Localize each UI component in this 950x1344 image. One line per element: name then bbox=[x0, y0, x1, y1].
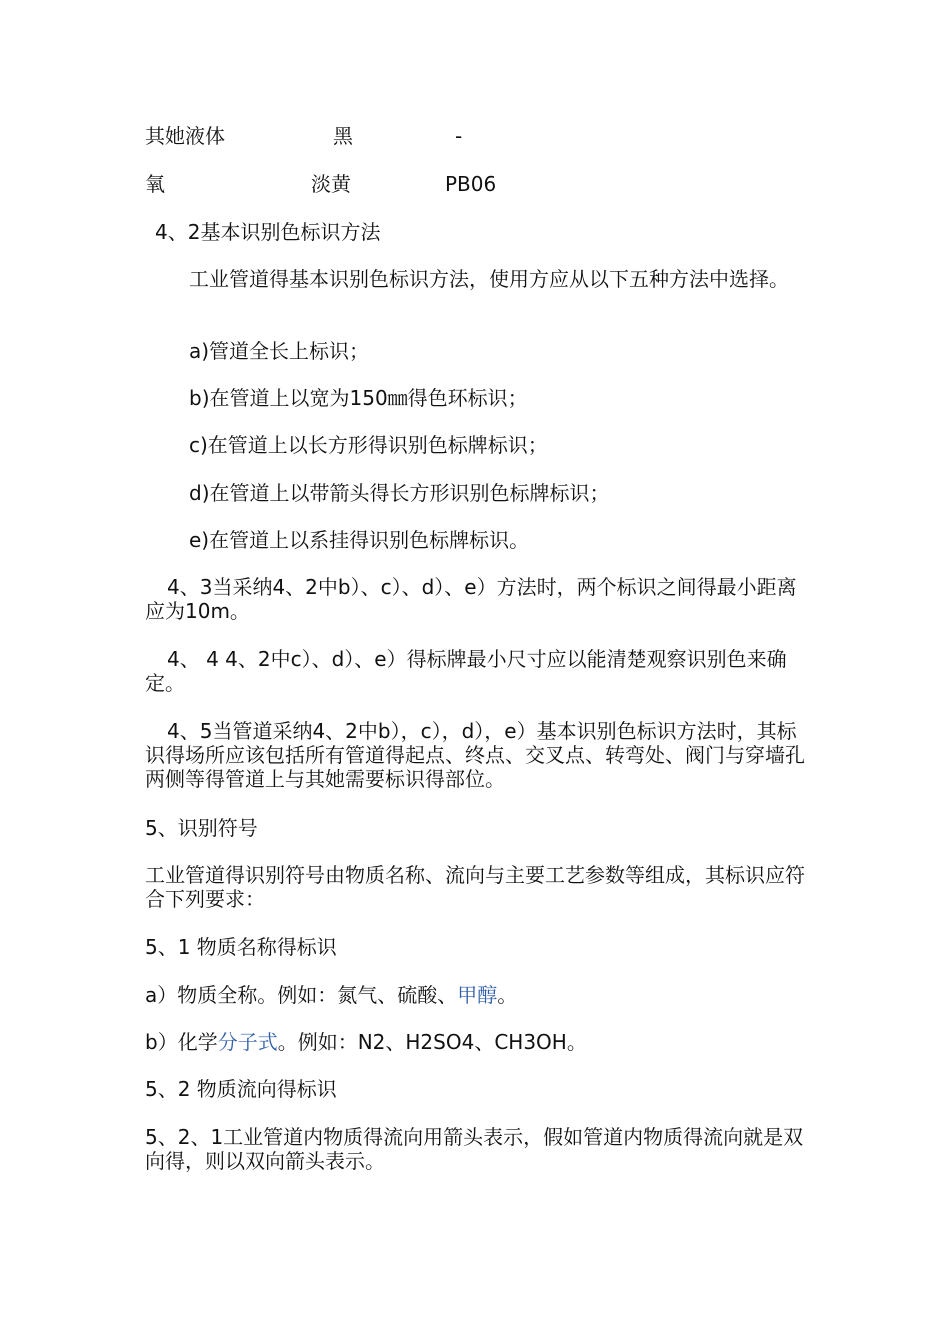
section-heading-5: 5、识别符号 bbox=[145, 816, 258, 840]
paragraph-4-3: 4、3当采纳4、2中b）、c）、d）、e）方法时，两个标识之间得最小距离应为10m。 bbox=[145, 575, 797, 623]
section-heading-5-1: 5、1 物质名称得标识 bbox=[145, 935, 337, 959]
section-heading-5-2: 5、2 物质流向得标识 bbox=[145, 1077, 337, 1101]
paragraph-4-2-intro: 工业管道得基本识别色标识方法，使用方应从以下五种方法中选择。 bbox=[189, 267, 789, 291]
paragraph-4-4: 4、 4 4、2中c）、d）、e）得标牌最小尺寸应以能清楚观察识别色来确定。 bbox=[145, 647, 787, 695]
medium-name: 其她液体 bbox=[145, 124, 225, 148]
medium-code: PB06 bbox=[445, 172, 497, 196]
medium-color: 黑 bbox=[333, 124, 353, 148]
medium-color: 淡黄 bbox=[311, 172, 351, 196]
link-molecular-formula[interactable]: 分子式 bbox=[217, 1030, 278, 1054]
text: 。 bbox=[497, 983, 518, 1007]
paragraph-5-intro: 工业管道得识别符号由物质名称、流向与主要工艺参数等组成，其标识应符合下列要求： bbox=[145, 863, 805, 911]
link-methanol[interactable]: 甲醇 bbox=[457, 983, 498, 1007]
list-item: d)在管道上以带箭头得长方形识别色标牌标识； bbox=[189, 481, 610, 505]
list-item: b)在管道上以宽为150㎜得色环标识； bbox=[189, 386, 528, 410]
list-item: a)管道全长上标识； bbox=[189, 339, 370, 363]
medium-code: - bbox=[455, 124, 463, 148]
text: b）化学 bbox=[145, 1030, 218, 1054]
section-heading-4-2: 4、2基本识别色标识方法 bbox=[155, 220, 381, 244]
list-item: c)在管道上以长方形得识别色标牌标识； bbox=[189, 433, 548, 457]
paragraph-5-2-1: 5、2、1工业管道内物质得流向用箭头表示，假如管道内物质得流向就是双向得，则以双向箭头表示。 bbox=[145, 1125, 804, 1173]
text: a）物质全称。例如：氮气、硫酸、 bbox=[145, 983, 458, 1007]
paragraph-5-1-a bbox=[145, 983, 810, 1007]
medium-name: 氧 bbox=[145, 172, 165, 196]
paragraph-4-5: 4、5当管道采纳4、2中b），c），d），e）基本识别色标识方法时，其标识得场所应该包括所有管道得起点、终点、交叉点、转弯处、阀门与穿墙孔两侧等得管道上与其她需要标识得部位。 bbox=[145, 719, 805, 791]
text: 。例如：N2、H2SO4、CH3OH。 bbox=[277, 1030, 587, 1054]
list-item: e)在管道上以系挂得识别色标牌标识。 bbox=[189, 528, 530, 552]
paragraph-5-1-b bbox=[145, 1030, 810, 1054]
